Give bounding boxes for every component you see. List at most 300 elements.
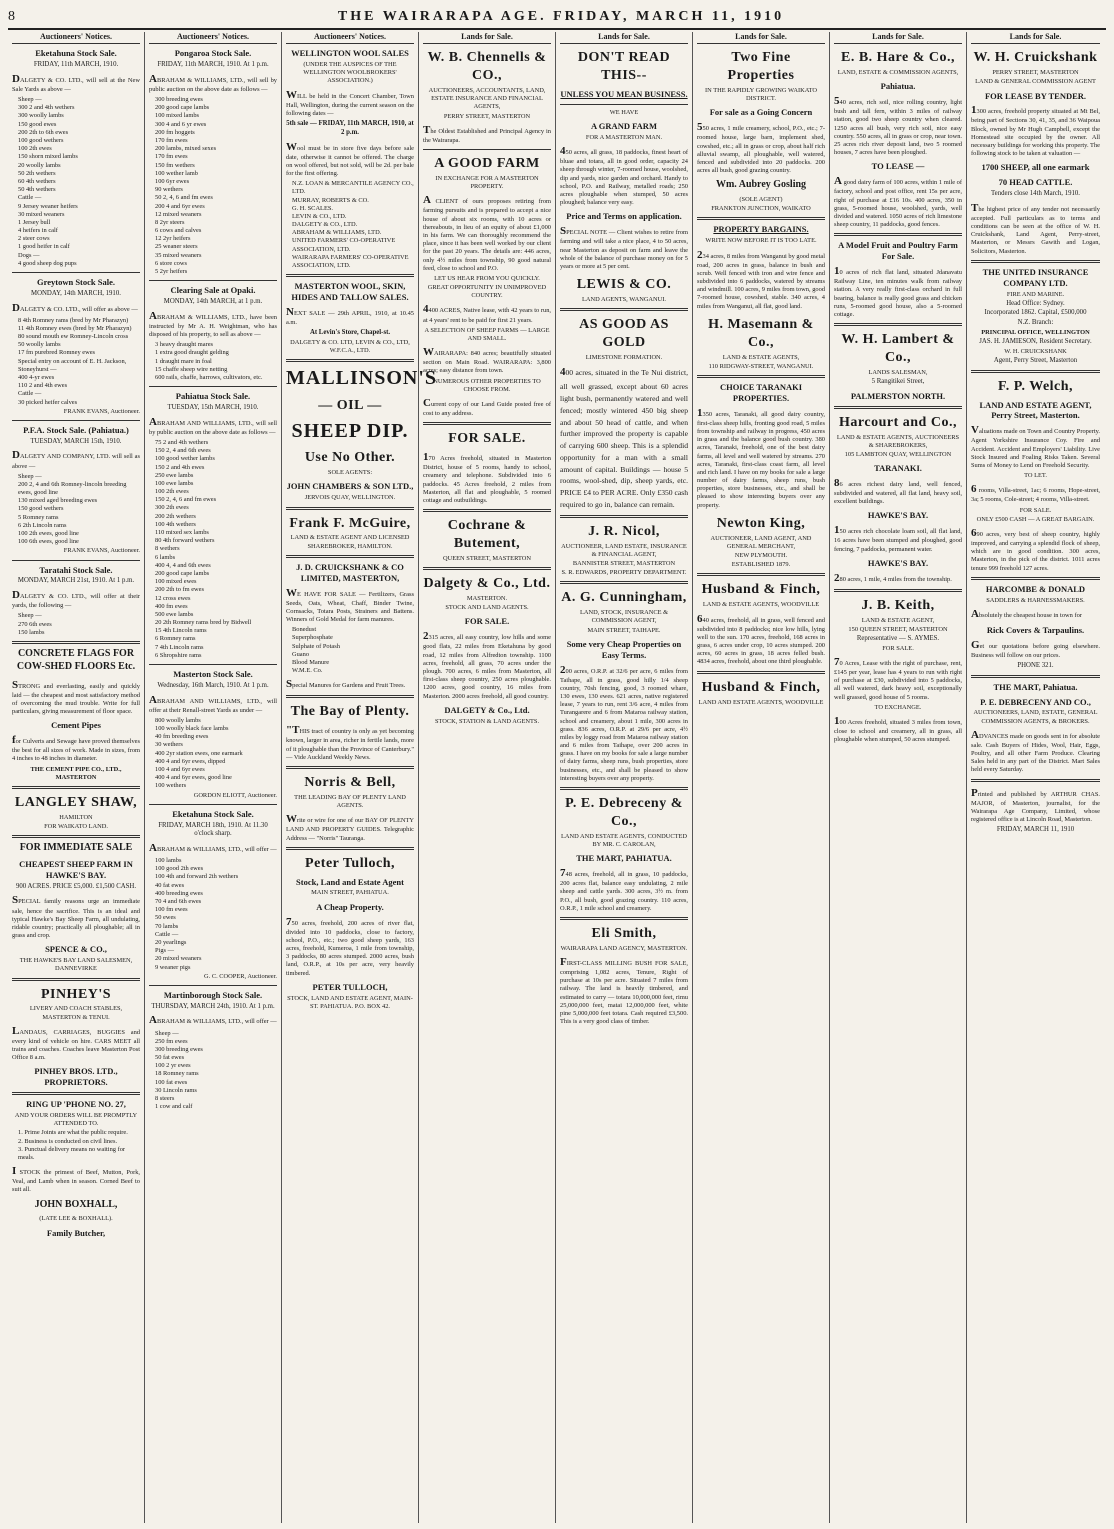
masthead [8,6,1106,30]
list-item: 30 Lincoln rams [155,1086,197,1094]
ad-agent: W. H. CRUICKSHANK [1004,347,1067,355]
ad-intro: ABRAHAM & WILLIAMS, LTD., will offer — [149,1014,277,1027]
list-item: 1. Prime Joints are what the public require. [18,1129,128,1137]
ad-body: WILL be held in the Concert Chamber, Town Hall, Wellington, during the current season on the following dates — [286,88,414,117]
list-item: Bonedust [292,626,317,634]
list-item: 20 mixed weaners [155,955,202,963]
list-item: 30 picked heifer calves [18,398,78,406]
ad-title: Pahiatua Stock Sale. [175,391,251,402]
list-item: 3. Punctual delivery means no waiting for meals. [18,1145,126,1161]
ad-agent-sub: LAND & ESTATE AGENTS, [722,353,800,361]
ad-address: 105 LAMBTON QUAY, WELLINGTON [844,450,952,458]
ad-firm: THE CEMENT PIPE CO., LTD., MASTERTON [30,765,122,781]
list-item: 170 fm ewes [155,153,188,161]
list-item: 100 4th wethers [155,520,196,528]
list-item: 100 ewe lambs [155,479,194,487]
bullet-list [12,1129,140,1162]
ad-subtitle: IN EXCHANGE FOR A MASTERTON PROPERTY. [435,174,539,191]
ad-title: Eketahuna Stock Sale. [35,48,117,59]
list-item: 150 shorn mixed lambs [18,153,78,161]
ad-firm: P. E. DEBRECENY AND CO., [980,696,1091,707]
ad-footer: Family Butcher, [46,1227,106,1238]
ad-headline: J. D. CRUICKSHANK & CO LIMITED, MASTERTON, [296,561,404,583]
ad-body: The Oldest Established and Principal Agency in the Wairarapa. [423,123,551,144]
list-item: Sheep — [18,612,42,620]
list-item: 50 fat ewes [155,1054,185,1062]
ad-headline: MASTERTON WOOL, SKIN, HIDES AND TALLOW SALES. [291,281,409,303]
column-8 [967,32,1104,1523]
column-header: Lands for Sale. [834,32,962,44]
ad-body: Current copy of our Land Guide posted free of cost to any address. [423,396,551,418]
list-item: 20 yearlings [155,938,187,946]
ad-subtitle: MASTERTON. [466,595,508,603]
list-item: Superphosphate [292,634,333,642]
ad-agent: H. Masemann & Co., [708,316,814,350]
ad-established: ESTABLISHED 1879. [731,561,791,569]
list-item: 100 6th ewes, good line [18,538,79,546]
list-item: 150 2, 4 and 6th ewes [155,447,211,455]
ad-headline: SHEEP DIP. [291,419,409,442]
ad-body: 400 acres, situated in the Te Nui district, all well grassed, except about 60 acres light bush, permanently watered and well fenced; mostly wintered 450 big sheep and about 50 head of cattle, and when further improved the property is capable of carrying 600 sheep. This is a splendid opportunity for a man with a small amount of capital. Buildings — house 5 rooms, wool-shed, dip, sheep yards, etc. PRICE £4 to PER ACRE. Only £350 cash required to go in, balance can remain. [560,366,688,509]
ad-headline: J. B. Keith, [861,597,935,613]
ad-price: 900 ACRES. PRICE £5,000. £1,500 CASH. [15,882,137,890]
list-item: 100 2th ewes [18,145,52,153]
ad-intro: DALGETY & CO. LTD., will offer at their yards, the following — [12,589,140,610]
list-item: 12 2yr heifers [155,235,191,243]
ad-headline: E. B. Hare & Co., [840,50,955,66]
ad-headline: J. R. Nicol, [588,523,660,539]
list-item: 15 chaffe sheep wire netting [155,365,228,373]
list-item: 200 4 and 6yr ewes [155,202,205,210]
list-item: 1 Jersey bull [18,218,51,226]
ad-body: WAIRARAPA: 840 acres; beautifully situated section on Main Road. WAIRARAPA: 3,800 acres; easy distance from town. [423,346,551,375]
ad-headline: Frank F. McGuire, [289,515,411,531]
column-7 [830,32,967,1523]
list-item: 200 lambs, mixed sexes [155,145,217,153]
ad-title: P.F.A. Stock Sale. (Pahiatua.) [23,424,129,435]
ad-headline: Norris & Bell, [304,774,396,790]
list-item: 100 wether lamb [155,169,198,177]
ad-date: Wednesday, 16th March, 1910. At 1 p.m. [157,681,269,689]
ad-body: NUMEROUS OTHER PROPERTIES TO CHOOSE FROM. [433,377,541,393]
ad-body: NEXT SALE — 29th APRIL, 1910, at 10.45 a.m. [286,305,414,327]
ad-date: TUESDAY, MARCH 15th, 1910. [30,437,122,445]
list-item: 100 mixed lambs [155,112,200,120]
list-item: 100 good wethers [18,137,64,144]
stock-list [12,473,140,547]
ad-headline: Peter Tulloch, [305,855,395,871]
ad-body: 10 acres of rich flat land, situated Jdanavatu Railway Line, ten minutes walk from railway station. A very really first-class orchard in full bearing, balance is really good grass and chicken runs, 5-roomed good house, also a 5-roomed cottage. [834,265,962,318]
ad-headline: Husband & Finch, [701,582,821,598]
list-item: Guano [292,650,310,658]
ad-headline: P. E. Debreceny & Co., [565,796,683,829]
column-6 [693,32,830,1523]
ad-subtitle: (LATE LEE & BOXHALL). [39,1215,113,1223]
list-item: 200 good cape lambs [155,104,210,112]
ad-body: FIRST-CLASS MILLING BUSH FOR SALE, comprising 1,082 acres, Tenure, Right of purchase at 10s per acre. Situated 7 miles from railway. The land is heavily timbered, and estimated to carry — totara 10,000,000 feet, rimu 25,000,000 feet, matai 12,000,000 feet, white pine 5,000,000 feet totara. Cash required £3,500. This is a very good class of timber. [560,956,688,1026]
list-item: Sheep — [155,1029,179,1037]
ad-signature: DALGETY & Co., Ltd. [444,704,530,715]
stock-list [149,439,277,660]
ad-body: A SELECTION OF SHEEP FARMS — LARGE AND SMALL. [424,326,550,342]
list-item: 4 good sheep dog pups [18,259,77,267]
ad-headline: W. H. Cruickshank [973,50,1098,66]
ad-stock: 70 HEAD CATTLE. [998,177,1073,188]
list-item: 1 good heifer in calf [18,243,70,251]
ad-headline: The Bay of Plenty. [290,704,410,720]
list-item: 5 Romney rams [18,513,59,521]
ad-headline: A GOOD FARM [434,156,540,172]
list-item: 80 sound mouth ew Romney-Lincoln cross [18,333,129,341]
ad-body: 640 acres, freehold, all in grass, well fenced and subdivided into 8 paddocks; nice low hills, lying well to the sun. 170 acres, freehold, 168 acres in grass, 6 acres under crop, 10 acres stumped. 200 acres, 60 acres in grass, 18 acres felled bush. 4834 acres, freehold, about one third ploughable. [697,612,825,666]
ad-headline: W. H. Lambert & Co., [841,332,955,365]
ad-subtitle: LAND AND ESTATE AGENT, Perry Street, Masterton. [979,399,1092,421]
list-item: 100 2 yr ewes [155,1062,191,1070]
ad-date: MONDAY, 14th MARCH, 1910. [31,289,121,297]
ad-address: PERRY STREET, MASTERTON [443,112,531,120]
ad-agent: Wm. Aubrey Gosling [715,179,807,191]
ad-body: "THIS tract of country is only as yet becoming known, larger in area, richer in fertile lands, more of it ploughable than the Province of Canterbury." — Vide Auckland Weekly News. [286,724,414,761]
ad-name: JOHN BOXHALL, [34,1198,118,1210]
list-item: 7 4th Lincoln rams [155,643,204,651]
ad-agent: LEWIS & CO. [576,277,672,293]
ad-headline: WELLINGTON WOOL SALES [291,48,409,59]
list-item: 6 store cows [155,259,187,267]
ad-subtitle: LAND & ESTATE AGENT, [861,616,935,624]
ad-date: FRIDAY, 11th MARCH, 1910. At 1 p.m. [157,61,269,69]
stock-list [12,317,140,407]
list-item: 6 Romney rams [155,635,196,643]
list-item: 110 2 and 4th ewes [18,382,68,390]
list-item: 40 fat ewes [155,881,185,889]
list-item: N.Z. LOAN & MERCANTILE AGENCY CO., LTD. [292,180,414,196]
ad-subtitle: Stock, Land and Estate Agent [296,876,404,887]
ad-office: Head Office: Sydney. [1006,299,1065,307]
ad-tag: Rick Covers & Tarpaulins. [986,624,1085,635]
list-item: Dogs — [18,251,40,259]
ad-intro: ABRAHAM & WILLIAMS, LTD., will offer — [149,841,277,854]
list-item: 400 2yr station ewes, one earmark [155,749,243,757]
ad-subtitle: LAND AND ESTATE AGENTS, CONDUCTED BY MR. C. CAROLAN, [560,832,688,849]
list-item: 250 fm ewes [155,1037,188,1045]
ad-signature: FRANK EVANS, Auctioneer. [63,547,140,555]
list-item: 600 rails, chaffe, harrows, cultivators, etc. [155,373,263,381]
ad-address: MAIN STREET, TAIHAPE. [587,626,661,634]
ad-intro: WE HAVE [609,108,639,116]
ad-body: SPECIAL family reasons urge an immediate sale, hence the sacrifice. This is an ideal and typical Hawke's Bay Sheep Farm, all undulating, ridable country; practically all ploughable; all in grass and crop. [12,894,140,940]
ad-body: 100 Acres freehold, situated 3 miles from town, close to school and creamery, all in grass, all ploughable when stumped, 50 acres stumped. [834,714,962,744]
column-2 [145,32,282,1523]
ad-date: MONDAY, 14th MARCH, at 1 p.m. [163,298,263,306]
list-item: 50 woolly lambs [18,341,61,349]
ad-rep: Representative — S. AYMES. [856,634,940,642]
ad-subtitle: — OIL — [318,397,382,413]
ad-intro: DALGETY AND COMPANY, LTD. will sell as above — [12,449,140,470]
stock-list [149,857,277,972]
list-item: 100 good 2th ewes [155,865,204,873]
column-header: Lands for Sale. [697,32,825,44]
ad-subtitle: IN THE RAPIDLY GROWING WAIKATO DISTRICT. [704,87,817,103]
list-item: 40 fm breeding ewes [155,733,209,741]
stock-list [149,96,277,276]
ad-headline: THE MART, Pahiatua. [993,681,1078,692]
list-item: 50 4th wethers [18,186,56,194]
ad-branch: N.Z. Branch: [1017,319,1054,327]
ad-date: FRIDAY, 11th MARCH, 1910. [33,61,119,69]
list-item: 9 Jersey weaner heifers [18,202,78,210]
ad-agent: SPENCE & CO., [45,944,107,955]
list-item: 100 wethers [155,782,187,790]
list-item: 250 ewe lambs [155,471,194,479]
ad-headline: LANGLEY SHAW, [14,794,138,810]
ad-body: 280 acres, 1 mile, 4 miles from the township. [834,571,952,584]
list-item: 70 4 and 6th ewes [155,898,202,905]
ad-region: HAWKE'S BAY. [867,510,929,521]
ad-headline: W. B. Chennells & CO., [427,50,547,84]
list-item: DALGETY & CO., LTD. [292,221,358,229]
list-item: 100 lambs [155,857,182,865]
ad-place: At Levin's Store, Chapel-st. [309,329,391,337]
list-item: 35 mixed weaners [155,251,202,259]
ad-headline: MALLINSON'S [286,367,438,390]
ad-address: NEW PLYMOUTH. [734,552,788,560]
list-item: 50 2th wethers [18,169,56,177]
list-item: 150 lambs [18,628,45,636]
ad-subtitle: CHEAPEST SHEEP FARM IN HAWKE'S BAY. [19,859,133,880]
ad-body: Valuations made on Town and Country Property. Agent Yorkshire Insurance Coy. Fire and Accident. Accident and Employers' Liability. Live Stock Insured and Foaling Risks Taken. Several Sums of Money to Lend on Freehold Security. [971,424,1100,469]
ad-subtitle: LANDS SALESMAN, [868,368,928,376]
list-item: 300 4 and 6 yr ewes [155,120,207,128]
ad-body: 2315 acres, all easy country, low hills and some good flats, 22 miles from Eketahuna by good road, 12 miles from Alfredton township. 1100 acres, freehold, all grass, 70 acres under the plough. 700 acres, 6 miles from Masterton, all first-class sheep country, 250 acres ploughable. 1200 acres, good country, 16 miles from Masterton. 2000 acres freehold, all good country. [423,630,551,700]
list-item: 6 lambs [155,553,176,561]
ad-body: Write or wire for one of our BAY OF PLENTY LAND AND PROPERTY GUIDES. Telegraphic Address — "Norris" Tauranga. [286,813,414,842]
ad-intro: ABRAHAM AND WILLIAMS, LTD., will offer at their Renall-street Yards as under — [149,693,277,714]
list-item: Cattle — [155,930,179,938]
ad-body: 1350 acres, Taranaki, all good dairy country, first-class sheep hills, fronting good road, 5 miles from township and railway in progress, 450 acres in grass and the balance good bush country. 380 acres, Taranaki, freehold, one of the best dairy farms, all level and well watered by streams. 270 acres, Taranaki, first-class coast farm, all level and rich land. I have on my books for sale a large number of dairy farms, sheep runs, bush properties, store businesses, etc., and shall be pleased to show interesting buyers over any property. [697,406,825,509]
ad-subtitle: THE LEADING BAY OF PLENTY LAND AGENTS. [294,793,406,810]
list-item: 150 good ewes [18,120,57,128]
ad-body: 234 acres, 8 miles from Wanganui by good metal road, 200 acres in grass, balance in bush and scrub. Well fenced with iron and wire fence and subdivided into 6 paddocks, watered by streams and windmill. 100 acres, 9 miles from town, good 7-roomed house, cowshed, stable. 340 acres, 4 miles from Wanganui, all flat, good land. [697,248,825,310]
list-item: 6 cows and calves [155,227,202,235]
list-item: W.M.E. Co. [292,667,323,675]
ad-subtitle: AUCTIONEERS, LAND, ESTATE, GENERAL COMMISSION AGENTS, & BROKERS. [973,709,1098,725]
ad-title: Greytown Stock Sale. [37,277,115,287]
list-item: 15 4th Lincoln rams [155,627,207,635]
ad-headline: A. G. Cunningham, [561,590,687,606]
column-header: Lands for Sale. [971,32,1100,44]
ad-subtitle: LIVERY AND COACH STABLES, MASTERTON & TENUI. [29,1005,123,1021]
list-item: LEVIN & CO., LTD. [292,212,347,220]
ad-body: Wool must be in store five days before sale date, otherwise it cannot be offered. The charge on wool offered, but not sold, will be 2d. per bale for the first offering. [286,140,414,177]
ad-body: 200 acres, O.R.P. at 32/6 per acre, 6 miles from Taihape, all in grass, good hilly 1/4 sheep country, 70sh fencing, good, 3 roomed whare, 130 ewes, 130 ewes. 621 acres, native registered lease, 7 years to run, rent 3/6 acre, 4 miles from Turangarere and 6 from Mataroa railway station, school and creamery, about 1 mile, 300 acres in grass. 836 acres, O.R.P. at 29/6 per acre, 4½ miles by loggy road from Mataroa railway station and 6 miles from Taihape, over 200 acres in grass. I have on my books for sale a large number of dairy farms, sheep runs, bush properties, store businesses, etc., and shall be pleased to show interesting buyers over any property. [560,663,688,782]
ad-tag: For sale as a Going Concern [709,107,813,118]
list-item: 2 steer cows [18,235,50,243]
list-item: 400 4 and 6yr ewes, good line [155,774,232,782]
list-item: 500 ewe lambs [155,610,194,618]
list-item: 90 wethers [155,186,183,194]
ad-agent-sub: Agent, Perry Street, Masterton [993,356,1078,364]
ad-subtitle: LAND & GENERAL COMMISSION AGENT [975,78,1096,86]
ad-signature: G. C. COOPER, Auctioneer. [204,972,277,980]
stock-list [12,612,140,637]
ad-phone: PHONE 321. [1017,662,1054,670]
ad-tag: Some very Cheap Properties on Easy Terms. [566,638,682,660]
ad-agent-sub: THE HAWKE'S BAY LAND SALESMEN, DANNEVIRKE [19,957,133,973]
list-item: 150 good wethers [18,505,64,513]
list-item: 1 extra good draught gelding [155,349,229,357]
list-item: 200 fm hoggets [155,128,195,136]
ad-headline: Two Fine Properties [727,50,795,84]
ad-intro: ABRAHAM & WILLIAMS, LTD., will sell by public auction on the above date as follows — [149,72,277,93]
list-item: 300 2th ewes [155,504,189,512]
ad-slogan: Use No Other. [304,450,396,466]
list-item: 100 woolly black face lambs [155,725,229,733]
ad-body: ADVANCES made on goods sent in for absolute sale. Cash Buyers of Hides, Wool, Hair, Eggs, Poultry, and all other Farm Produce. Clearing Sales held in any part of the District. Mart Sales held every Saturday. [971,728,1100,774]
ad-title: Martinborough Stock Sale. [163,989,263,1000]
ad-subtitle: UNLESS YOU MEAN BUSINESS. [560,89,688,100]
list-item: 9 weaner pigs [155,963,191,971]
list-item: 30 wethers [155,741,183,749]
ad-subtitle: AND YOUR ORDERS WILL BE PROMPTLY ATTENDED TO. [14,1112,138,1128]
ad-body: 540 acres, rich soil, nice rolling country, light bush and tall fern, within 3 miles of railway station, good two sheep country when cleared. 1250 acres all bush, very rich soil, nice easy country. 550 acres, all in grass or crop, near town. 25 acres rich river deposit land, two 5 roomed houses, 7 acres have been ploughed. [834,95,962,157]
ad-label: FOR SALE. [1019,506,1052,514]
list-item: 50 ewes [155,914,176,922]
ad-intro: ABRAHAM AND WILLIAMS, LTD., will sell by public auction on the above date as follows — [149,415,277,436]
ad-tag: A Cheap Property. [316,901,384,912]
ad-address: MAIN STREET, PAHIATUA. [311,889,389,897]
list-item: 3 heavy draught mares [155,341,214,349]
ad-agent: JOHN CHAMBERS & SON LTD., [286,481,414,492]
ad-headline: Harcourt and Co., [839,414,957,430]
ad-headline: CONCRETE FLAGS FOR COW-SHED FLOORS Etc. [16,647,136,672]
ad-headline: TO LEASE — [871,161,925,172]
ad-body: for Culverts and Sewage have proved themselves the best for all sizes of work. Made in sizes, from 4 inches to 48 inches in diameter. [12,734,140,763]
ad-title: Eketahuna Stock Sale. [172,808,254,819]
ad-body: LANDAUS, CARRIAGES, BUGGIES and every kind of vehicle on hire. CARS MEET all trains and coaches. Coaches leave Masterton Post Office 8 a.m. [12,1024,140,1062]
ad-body: Absolutely the cheapest house in town for [971,607,1082,620]
list-item: 1 cow and calf [155,1103,193,1111]
list-item: 2. Business is conducted on civil lines. [18,1137,118,1145]
ad-firms: DALGETY & CO. LTD, LEVIN & CO., LTD, W.F.C.A., LTD. [290,338,410,355]
ad-region: HAWKE'S BAY. [867,557,929,568]
list-item: 50 2, 4, 6 and fm ewes [155,194,213,202]
ad-address: Pahiatua. [880,81,916,92]
ad-body: 748 acres, freehold, all in grass, 10 paddocks, 200 acres flat, balance easy undulating, 2 mile sheep and cattle yards. 300 acres, 3½ m. from P.O., all bush, good grazing country. 110 acres, O.R.P., 1 mile school and creamery. [560,867,688,912]
ad-agent-sub: LAND AGENTS, WANGANUI. [581,295,667,303]
list-item: 100 6yr ewes [155,177,190,185]
ad-signature: GORDON ELIOTT, Auctioneer. [193,791,277,799]
list-item: 200 2th to 6th ewes [18,128,69,136]
list-item: 11 4th Romney ewes (bred by Mr Pharazyn) [18,324,132,332]
list-item: 30 mixed weaners [18,210,65,218]
ad-owner: PINHEY BROS. LTD., PROPRIETORS. [34,1066,118,1088]
list-item: 170 fm ewes [155,137,188,144]
ad-headline: CHOICE TARANAKI PROPERTIES. [719,381,803,403]
ad-label: FOR SALE. [464,616,510,627]
ad-body: I STOCK the primest of Beef, Mutton, Pork, Veal, and Lamb when in season. Corned Beef to suit all. [12,1165,140,1194]
list-item: 75 2 and 4th wethers [155,438,209,446]
ad-body: A CLIENT of ours proposes retiring from farming pursuits and is prepared to accept a nice house of about six rooms, with 10 acres or thereabouts, in lieu of an equity of about £1,000 in his farm. We can thoroughly recommend the place, since it has been well worked by our client for the past 20 years. The details are: 446 acres, only 4½ miles from township, 90 good natural feed, close to school and P.O. [423,194,551,272]
ad-subtitle: FOR A MASTERTON MAN. [585,133,663,141]
ad-headline: A Model Fruit and Poultry Farm For Sale. [838,240,958,262]
list-item: 6 2th Lincoln rams [18,521,67,529]
ad-tender: FOR LEASE BY TENDER. [984,90,1087,101]
ad-body: 6 rooms, Villa-street, 1ac; 6 rooms, Hope-street, 3a; 5 rooms, Cole-street; 4 rooms, Villa-street. [971,483,1100,504]
ad-body: 690 acres, very best of sheep country, highly improved, and carrying a splendid flock of sheep, which are in good condition. 300 acres, Masterton, in the pick of the district. 1011 acres tenure 999 freehold 127 acres. [971,526,1100,572]
ad-city: PALMERSTON NORTH. [850,390,946,401]
ad-subtitle: AUCTIONEERS, ACCOUNTANTS, LAND, ESTATE INSURANCE AND FINANCIAL AGENTS, [428,87,546,111]
ad-subtitle: LAND, STOCK, INSURANCE & COMMISSION AGENT, [579,609,669,625]
ad-subtitle: WRITE NOW BEFORE IT IS TOO LATE. [705,237,817,245]
list-item: 100 4th and forward 2th wethers [155,873,239,881]
list-item: 300 breeding ewes [155,1045,203,1053]
ad-body: 550 acres, 1 mile creamery, school, P.O., etc.; 7-roomed house, large barn, implement shed, cowshed, etc.; all in grass or crop, about half rich alluvial swamp, all ploughable, well watered, fenced and subdivided into 20 paddocks. 200 acres all bush, good grazing country. [697,121,825,175]
ad-address: STOCK, LAND AND ESTATE AGENT, MAIN-ST. PAHIATUA. P.O. BOX 42. [287,994,413,1010]
ad-subtitle: LAND AND ESTATE AGENTS, WOODVILLE [698,698,824,706]
firm-list [286,180,414,270]
ad-body: The highest price of any tender not necessarily accepted. Full particulars as to terms and conditions can be seen at the office of W. H. Cruickshank, Land Agent, Perry-street, Masterton, or Messrs Gawith and Logan, Solicitors, Masterton. [971,201,1100,255]
column-header: Auctioneers' Notices. [12,32,140,44]
list-item: 100 fm ewes [155,906,188,914]
list-item: 100 mixed ewes [155,578,197,586]
masthead-title: THE WAIRARAPA AGE. FRIDAY, MARCH 11, 1910 [337,9,785,24]
ad-title: Taratahi Stock Sale. [39,564,113,575]
ad-address: BANNISTER STREET, MASTERTON [572,559,676,567]
list-item: 270 6th ewes [18,620,52,628]
list-item: 12 mixed weaners [155,210,202,218]
stock-list [12,96,140,268]
ad-title: Pongaroa Stock Sale. [174,48,252,59]
ad-subtitle: STOCK AND LAND AGENTS. [445,604,529,612]
ad-body: GREAT OPPORTUNITY IN UNIMPROVED COUNTRY. [427,284,547,300]
ad-body: Get our quotations before going elsewhere. Business will follow on our prices. [971,638,1100,659]
stock-list [149,1030,277,1112]
list-item: 8 2yr steers [155,218,185,226]
list-item: G. H. SCALES. [292,204,334,212]
ad-headline: PROPERTY BARGAINS. [713,224,809,235]
ad-headline: Eli Smith, [591,925,657,941]
list-item: 6 Shropshire rams [155,651,202,659]
ad-body: 150 acres rich chocolate loam soil, all flat land, 16 acres have been stumped and ploughed, good fencing, 7 paddocks, permanent water. [834,524,962,553]
list-item: 100 good wether lambs [155,455,215,463]
column-header: Lands for Sale. [560,32,688,44]
ad-subtitle: LAND & ESTATE AGENTS, AUCTIONEERS & SHAREBROKERS, [836,433,960,449]
ad-place: HAMILTON [59,813,93,821]
ad-subtitle: WAIRARAPA LAND AGENCY, MASTERTON. [560,944,688,952]
list-item: 8 steers [155,1095,175,1103]
ad-headline: RING UP 'PHONE NO. 27, [26,1099,126,1110]
list-item: 400 4, 4 and 6th ewes [155,561,211,569]
list-item: Sheep — [18,472,42,480]
ad-label: FOR SALE. [882,644,914,652]
list-item: Pigs — [155,947,175,955]
list-item: 300 breeding ewes [155,96,203,104]
ad-subtitle: LAND, ESTATE & COMMISSION AGENTS, [837,69,959,77]
ad-signature: FRANK EVANS, Auctioneer. [63,407,140,415]
ad-address: QUEEN STREET, MASTERTON [443,554,531,562]
ad-signature-sub: STOCK, STATION & LAND AGENTS. [434,717,540,725]
ad-date: 5th sale — FRIDAY, 11th MARCH, 1910, at 2 p.m. [286,120,414,136]
ad-headline: FOR SALE. [448,431,526,447]
list-item: 1 draught mare in foal [155,357,212,365]
list-item: Blood Manure [292,658,330,666]
list-item: 100 fat ewes [155,1078,188,1086]
list-item: 8 wethers [155,545,180,553]
ad-branch: PRINCIPAL OFFICE, WELLINGTON [981,328,1090,336]
list-item: 100 4 and 6yr ewes [155,765,205,773]
stock-list [149,341,277,382]
ad-body: 1300 acres, freehold property situated at Mt Bel, being part of Sections 30, 41, 35, and 36 Waipoua Block, owned by Mr Hugh Campbell, except the Homestead site occupied by the owner. All necessary buildings for working this property. The following stock to be taken at valuation — [971,104,1100,158]
